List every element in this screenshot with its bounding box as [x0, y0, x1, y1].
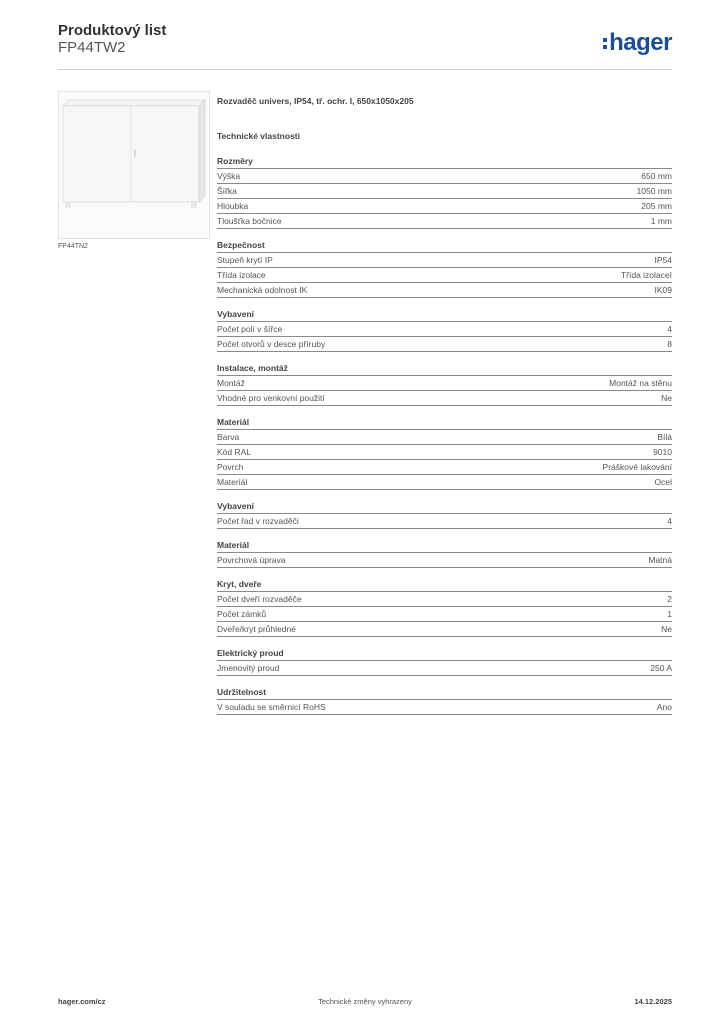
section-title: Materiál [217, 539, 672, 553]
page-header [58, 20, 672, 70]
spec-section [217, 578, 672, 637]
spec-section [217, 539, 672, 568]
image-caption: FP44TN2 [58, 243, 88, 250]
footer-notice: Technické změny vyhrazeny [318, 997, 412, 1006]
spec-label: Montáž [217, 378, 245, 388]
footer-date: 14.12.2025 [634, 997, 672, 1006]
spec-value: Ano [656, 702, 672, 712]
spec-label: Jmenovitý proud [217, 663, 280, 673]
section-title: Vybavení [217, 500, 672, 514]
spec-label: Materiál [217, 477, 248, 487]
spec-value: 9010 [653, 447, 672, 457]
section-title: Vybavení [217, 308, 672, 322]
logo-text: hager [609, 29, 672, 56]
spec-label: Počet řad v rozvaděči [217, 516, 299, 526]
spec-section [217, 500, 672, 529]
product-code: FP44TW2 [58, 39, 126, 56]
spec-row [217, 592, 672, 607]
tech-heading: Technické vlastnosti [217, 131, 300, 141]
spec-value: 8 [667, 339, 672, 349]
spec-content [217, 96, 672, 715]
spec-value: Montáž na stěnu [609, 378, 672, 388]
spec-label: Počet dveří rozvaděče [217, 594, 302, 604]
spec-row [217, 514, 672, 529]
spec-label: Kód RAL [217, 447, 252, 457]
spec-row [217, 169, 672, 184]
spec-row [217, 460, 672, 475]
spec-value: 205 mm [641, 201, 672, 211]
spec-label: V souladu se směrnicí RoHS [217, 702, 326, 712]
spec-row [217, 700, 672, 715]
spec-row [217, 661, 672, 676]
spec-value: Práškové lakování [602, 462, 672, 472]
section-title: Materiál [217, 416, 672, 430]
spec-row [217, 268, 672, 283]
spec-label: Vhodné pro venkovní použití [217, 393, 325, 403]
spec-label: Šířka [217, 186, 237, 196]
hager-logo [603, 28, 672, 58]
spec-row [217, 376, 672, 391]
spec-label: Hloubka [217, 201, 249, 211]
product-name: Rozvaděč univers, IP54, tř. ochr. I, 650x1050x205 [217, 96, 414, 106]
product-image [58, 91, 210, 239]
spec-value: Třída izolaceI [620, 270, 672, 280]
spec-section [217, 239, 672, 298]
spec-value: Ocel [654, 477, 672, 487]
spec-section [217, 155, 672, 229]
spec-label: Počet otvorů v desce příruby [217, 339, 326, 349]
section-title: Bezpečnost [217, 239, 672, 253]
spec-row [217, 253, 672, 268]
spec-value: IP54 [654, 255, 672, 265]
spec-value: 1050 mm [636, 186, 672, 196]
spec-value: 4 [667, 324, 672, 334]
spec-section [217, 416, 672, 490]
spec-value: 1 [667, 609, 672, 619]
footer-website[interactable]: hager.com/cz [58, 997, 106, 1006]
spec-label: Počet polí v šířce [217, 324, 283, 334]
spec-value: IK09 [654, 285, 672, 295]
spec-row [217, 430, 672, 445]
spec-row [217, 622, 672, 637]
enclosure-illustration [59, 92, 209, 238]
spec-value: 2 [667, 594, 672, 604]
spec-row [217, 475, 672, 490]
spec-section [217, 362, 672, 406]
section-title: Instalace, montáž [217, 362, 672, 376]
spec-label: Dveře/kryt průhledné [217, 624, 296, 634]
spec-label: Mechanická odolnost IK [217, 285, 308, 295]
spec-row [217, 322, 672, 337]
spec-row [217, 553, 672, 568]
section-title: Kryt, dveře [217, 578, 672, 592]
spec-label: Tloušťka bočnice [217, 216, 282, 226]
spec-value: Bílá [657, 432, 672, 442]
spec-section [217, 308, 672, 352]
spec-row [217, 391, 672, 406]
spec-section [217, 647, 672, 676]
spec-label: Barva [217, 432, 240, 442]
spec-value: Ne [661, 624, 672, 634]
logo-dots-icon [603, 38, 607, 49]
spec-value: Ne [661, 393, 672, 403]
spec-value: 650 mm [641, 171, 672, 181]
section-title: Udržitelnost [217, 686, 672, 700]
spec-row [217, 283, 672, 298]
spec-value: Matná [648, 555, 672, 565]
spec-label: Výška [217, 171, 241, 181]
spec-row [217, 184, 672, 199]
spec-section [217, 686, 672, 715]
spec-label: Třída izolace [217, 270, 266, 280]
spec-label: Povrchová úprava [217, 555, 286, 565]
spec-sections [217, 155, 672, 715]
spec-row [217, 214, 672, 229]
spec-row [217, 337, 672, 352]
page-title: Produktový list [58, 22, 167, 39]
section-title: Elektrický proud [217, 647, 672, 661]
spec-label: Povrch [217, 462, 244, 472]
spec-row [217, 607, 672, 622]
spec-value: 1 mm [650, 216, 672, 226]
spec-value: 250 A [650, 663, 672, 673]
section-title: Rozměry [217, 155, 672, 169]
spec-row [217, 199, 672, 214]
spec-label: Stupeň krytí IP [217, 255, 273, 265]
spec-value: 4 [667, 516, 672, 526]
spec-label: Počet zámků [217, 609, 267, 619]
spec-row [217, 445, 672, 460]
